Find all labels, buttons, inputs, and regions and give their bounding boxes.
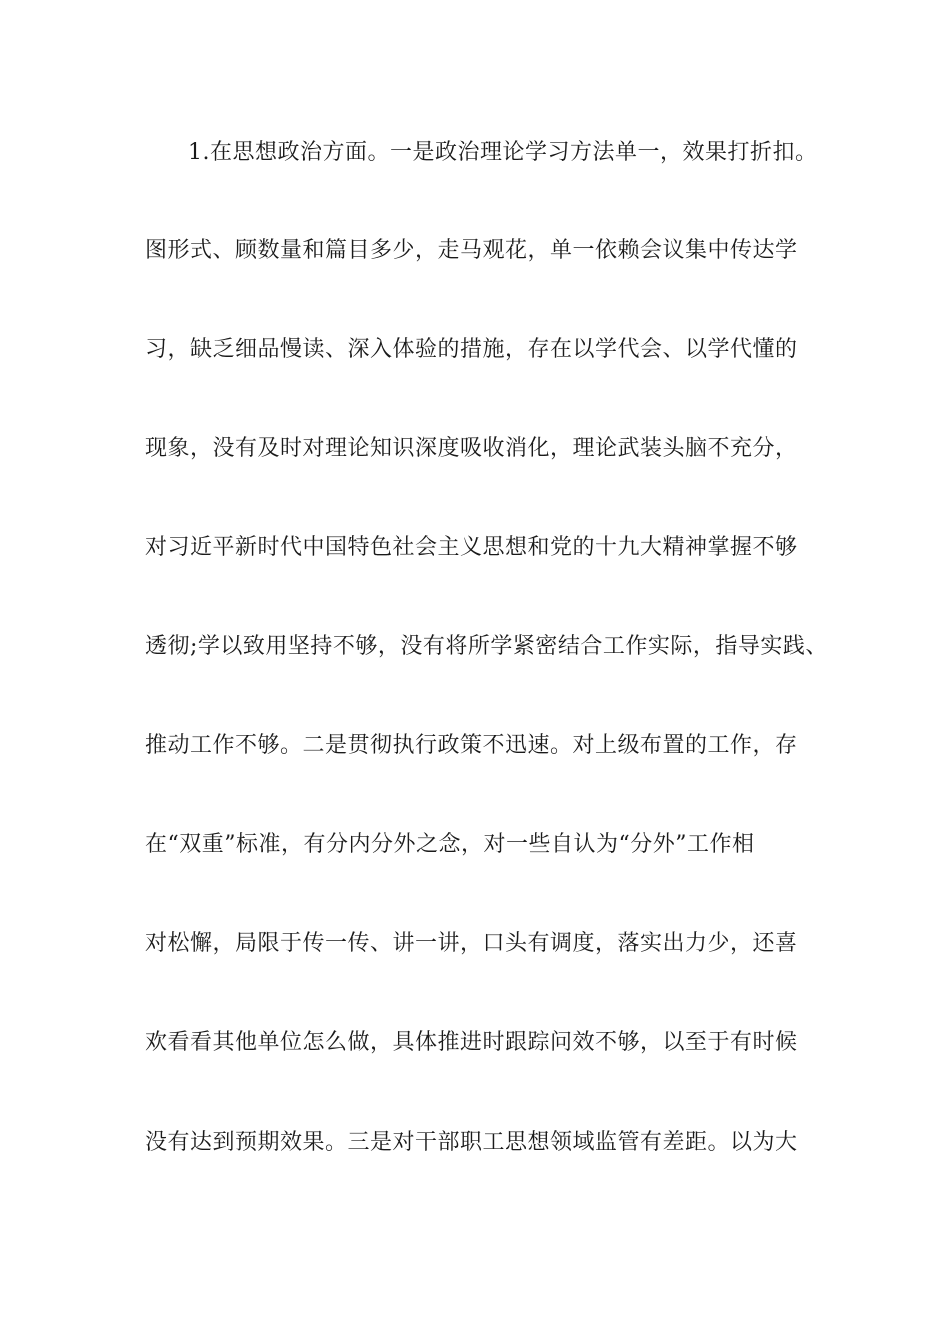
paragraph-line: 对松懈，局限于传一传、讲一讲，口头有调度，落实出力少，还喜 (145, 931, 798, 956)
paragraph-line: 没有达到预期效果。三是对干部职工思想领域监管有差距。以为大 (145, 1130, 798, 1155)
paragraph-line: 透彻;学以致用坚持不够，没有将所学紧密结合工作实际，指导实践、 (145, 634, 828, 659)
paragraph-line: 对习近平新时代中国特色社会主义思想和党的十九大精神掌握不够 (145, 535, 798, 560)
paragraph-line: 现象，没有及时对理论知识深度吸收消化，理论武装头脑不充分， (145, 436, 798, 461)
paragraph-line: 在“双重”标准，有分内分外之念，对一些自认为“分外”工作相 (145, 832, 755, 857)
paragraph-line: 习，缺乏细品慢读、深入体验的措施，存在以学代会、以学代懂的 (145, 337, 798, 362)
paragraph-line: 推动工作不够。二是贯彻执行政策不迅速。对上级布置的工作，存 (145, 733, 798, 758)
paragraph-line: 图形式、顾数量和篇目多少，走马观花，单一依赖会议集中传达学 (145, 238, 798, 263)
paragraph-line: 欢看看其他单位怎么做，具体推进时跟踪问效不够，以至于有时候 (145, 1030, 798, 1055)
paragraph-line: 1.在思想政治方面。一是政治理论学习方法单一，效果打折扣。 (188, 140, 818, 165)
